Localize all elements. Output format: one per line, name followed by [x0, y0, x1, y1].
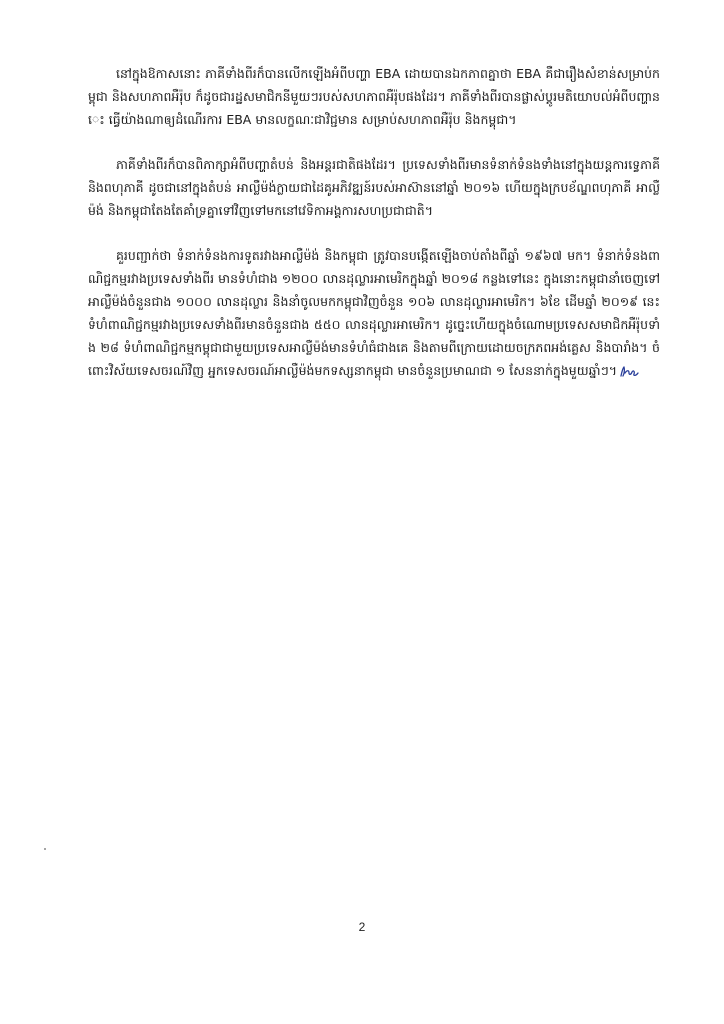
- paragraph-1: នៅក្នុងឱកាសនោះ ភាគីទាំងពីរក៏បានលើកឡើងអំពីបញ្ហា EBA ដោយបានឯកភាពគ្នាថា EBA គឺជារឿងសំខាន់សម្រាប់កម្ពុជា និងសហភាពអឺរ៉ុប ក៏ដូចជារដ្ឋសមាជិកនីមួយៗរបស់សហភាពអឺរ៉ុបផងដែរ។ ភាគីទាំងពីរបានផ្លាស់ប្តូរមតិយោបល់អំពីបញ្ហានេះ ធ្វើយ៉ាងណាឲ្យដំណើរការ EBA មានលក្ខណៈជាវិជ្ជមាន សម្រាប់សហភាពអឺរ៉ុប និងកម្ពុជា។: [88, 66, 660, 127]
- paragraph-2: ភាគីទាំងពីរក៏បានពិភាក្សាអំពីបញ្ហាតំបន់ និងអន្តរជាតិផងដែរ។ ប្រទេសទាំងពីរមានទំនាក់ទំនងទាំងនៅក្នុងយន្តការទ្វេភាគី និងពហុភាគី ដូចជានៅក្នុងតំបន់ អាល្លឺម៉ង់ក្លាយជាដៃគូអភិវឌ្ឍន៍របស់អាស៊ាននៅឆ្នាំ ២០១៦ ហើយក្នុងក្របខ័ណ្ឌពហុភាគី អាល្លឺម៉ង់ និងកម្ពុជាតែងតែគាំទ្រគ្នាទៅវិញទៅមកនៅវេទិកាអង្គការសហប្រជាជាតិ។: [88, 157, 660, 218]
- paragraph-3: [88, 244, 660, 382]
- page-number: 2: [358, 920, 366, 934]
- scan-speck: [44, 848, 46, 850]
- document-body: [88, 62, 660, 382]
- paragraph-3-text: គួរបញ្ជាក់ថា ទំនាក់ទំនងការទូតរវាងអាល្លឺម៉ង់ និងកម្ពុជា ត្រូវបានបង្កើតឡើងចាប់តាំងពីឆ្នាំ ១៩៦៧ មក។ ទំនាក់ទំនងពាណិជ្ជកម្មរវាងប្រទេសទាំងពីរ មានទំហំជាង ១២០០ លានដុល្លារអាមេរិកក្នុងឆ្នាំ ២០១៨ កន្លងទៅនេះ ក្នុងនោះកម្ពុជានាំចេញទៅអាល្លឺម៉ង់ចំនួនជាង ១០០០ លានដុល្លារ និងនាំចូលមកកម្ពុជាវិញចំនួន ១០៦ លានដុល្លារអាមេរិក។ ៦ខែ ដើមឆ្នាំ ២០១៩ នេះ ទំហំពាណិជ្ជកម្មរវាងប្រទេសទាំងពីរមានចំនួនជាង ៥៥០ លានដុល្លារអាមេរិក។ ដូច្នេះហើយក្នុងចំណោមប្រទេសសមាជិកអឺរ៉ុបទាំង ២៨ ទំហំពាណិជ្ជកម្មកម្ពុជាជាមួយប្រទេសអាល្លឺម៉ង់មានទំហំធំជាងគេ និងតាមពីក្រោយដោយចក្រភពអង់គ្លេស និងបារាំង។ ចំពោះវិស័យទេសចរណ៍វិញ អ្នកទេសចរណ៍អាល្លឺម៉ង់មកទស្សនាកម្ពុជា មានចំនួនប្រមាណជា ១ សែននាក់ក្នុងមួយឆ្នាំៗ។: [88, 248, 660, 378]
- handwritten-initials-icon: [619, 365, 639, 379]
